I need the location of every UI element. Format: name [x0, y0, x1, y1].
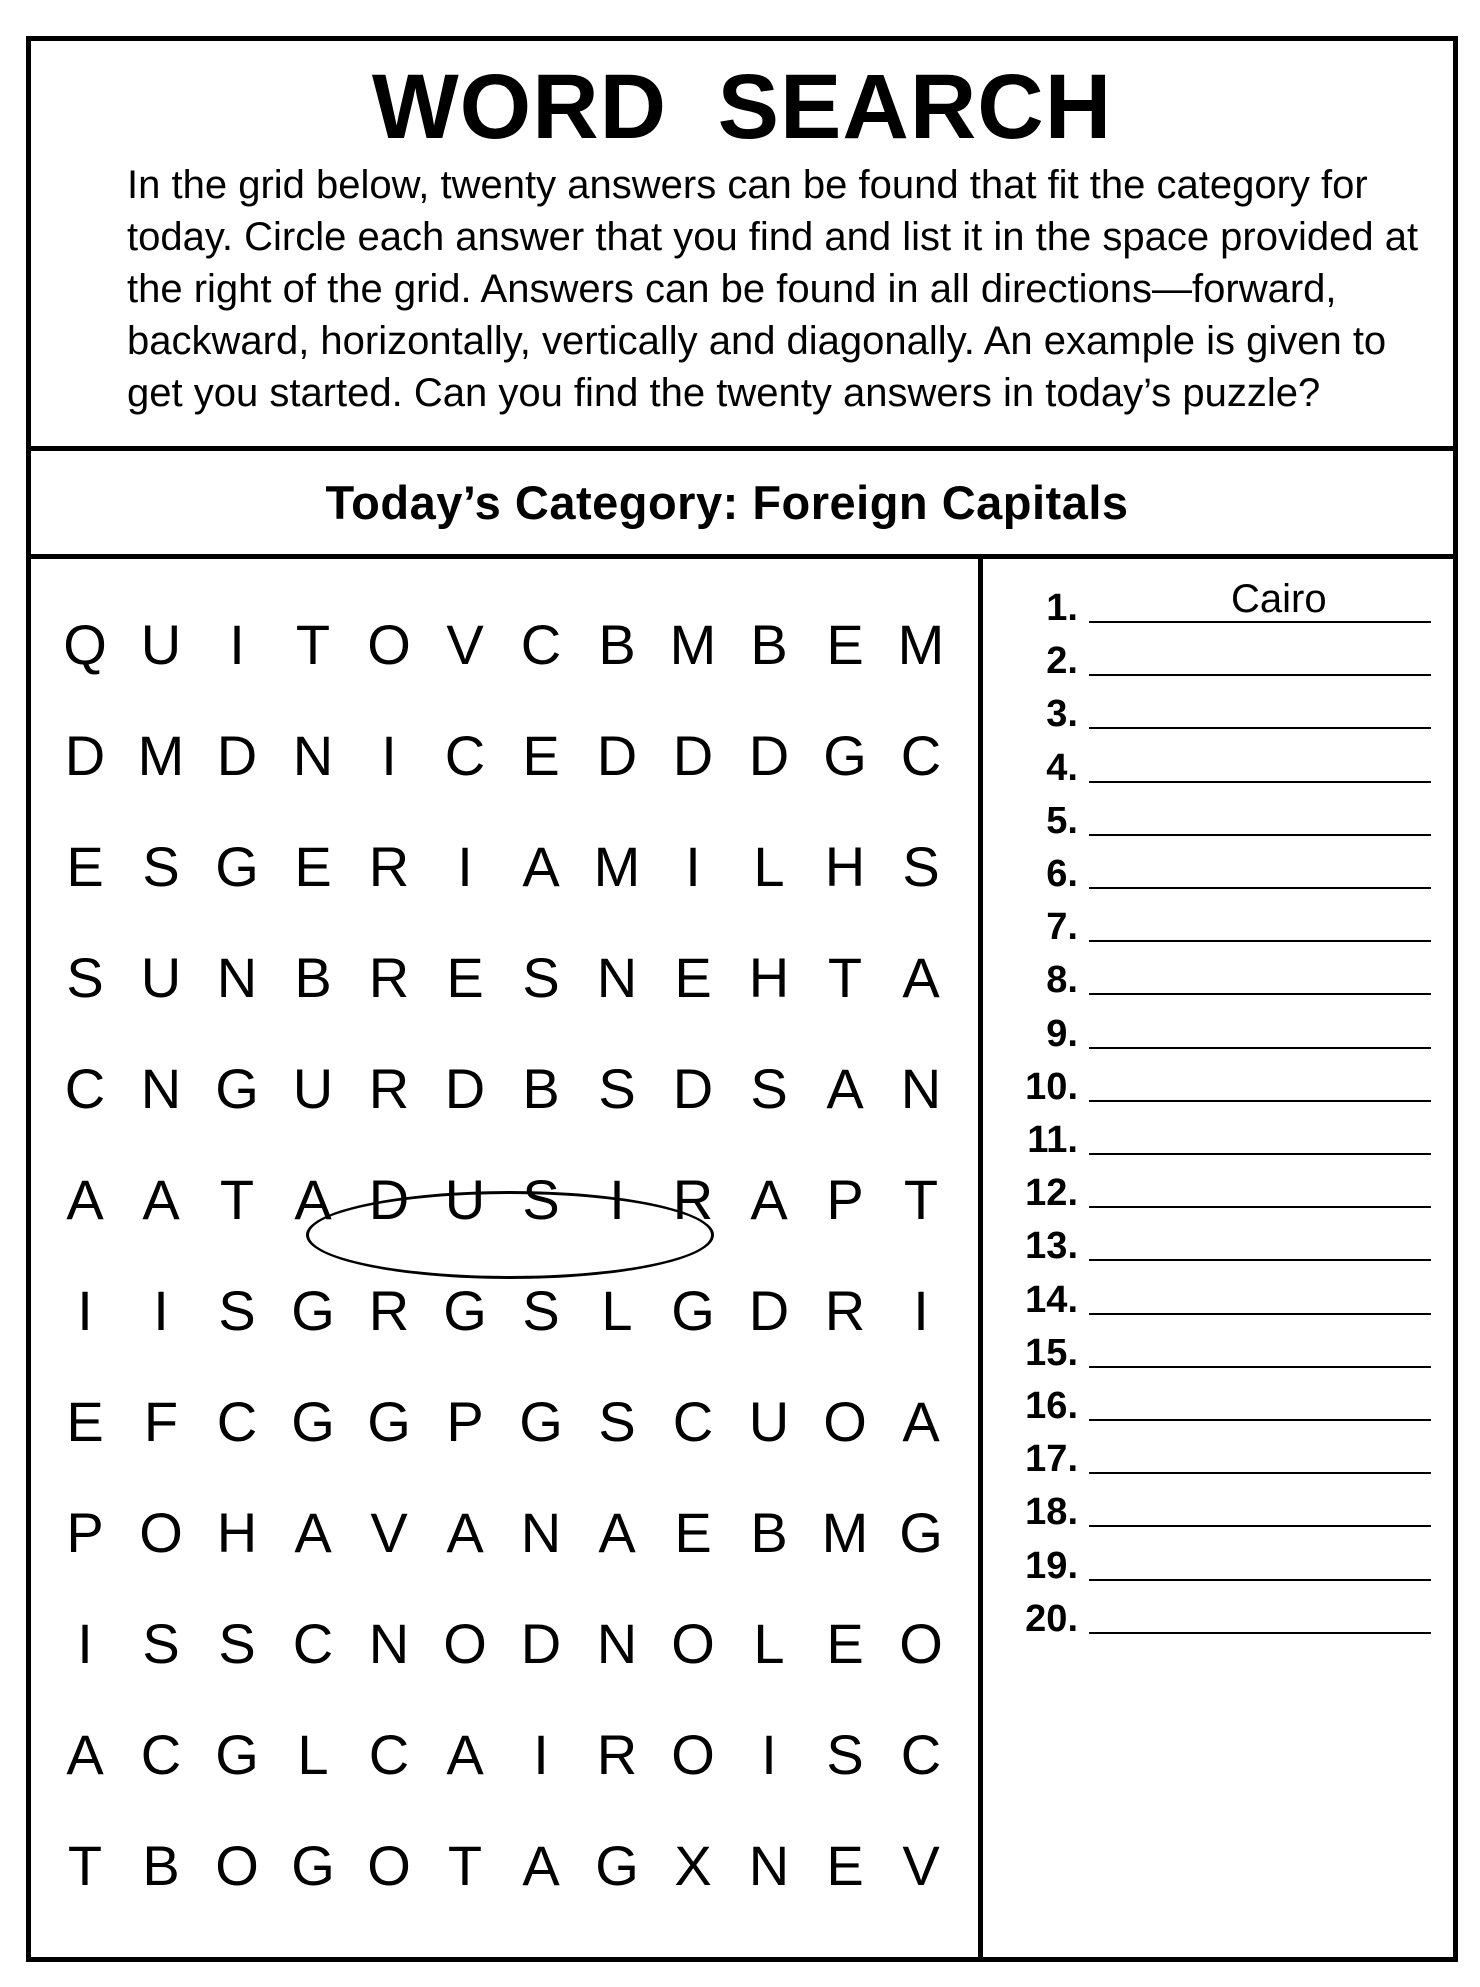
answer-number: 16.	[1025, 1385, 1078, 1427]
grid-letter[interactable]: S	[598, 1389, 636, 1453]
grid-letter[interactable]: A	[446, 1722, 484, 1786]
grid-letter[interactable]: I	[685, 834, 701, 898]
grid-letter[interactable]: E	[446, 945, 484, 1009]
answer-number: 4.	[1046, 746, 1078, 789]
grid-letter[interactable]: E	[66, 834, 104, 898]
grid-row	[47, 1477, 959, 1588]
grid-letter[interactable]: A	[294, 1500, 332, 1564]
grid-letter[interactable]: M	[137, 723, 185, 787]
grid-letter[interactable]: F	[143, 1389, 179, 1453]
grid-letter[interactable]: S	[66, 945, 104, 1009]
grid-letter[interactable]: A	[750, 1167, 788, 1231]
grid-letter[interactable]: I	[533, 1722, 549, 1786]
grid-letter[interactable]: M	[669, 612, 717, 676]
grid-letter[interactable]: C	[520, 612, 562, 676]
grid-letter[interactable]: N	[596, 1611, 638, 1675]
grid-letter[interactable]: G	[291, 1389, 335, 1453]
grid-row	[47, 1810, 959, 1921]
instructions-text: In the grid below, twenty answers can be found that fit the category for today. Circle each answer that you find and list it in the space provided at the right of the grid. Answers can be found in all directions—forward, backward, horizontally, vertically and diagonally. An example is given to get you started. Can you find the twenty answers in today’s puzzle?	[127, 163, 1419, 415]
answer-blank-field[interactable]	[1089, 579, 1431, 623]
grid-letter[interactable]: G	[899, 1500, 943, 1564]
answer-blank-field[interactable]	[1089, 739, 1431, 783]
grid-letter[interactable]: C	[216, 1389, 258, 1453]
grid-letter[interactable]: B	[142, 1833, 180, 1897]
grid-letter[interactable]: S	[598, 1056, 636, 1120]
grid-letter[interactable]: T	[447, 1833, 483, 1897]
grid-letter[interactable]: E	[294, 834, 332, 898]
grid-letter[interactable]: O	[443, 1611, 487, 1675]
grid-letter[interactable]: P	[446, 1389, 484, 1453]
grid-letter[interactable]: D	[64, 723, 106, 787]
grid-letter[interactable]: O	[899, 1611, 943, 1675]
grid-letter[interactable]: D	[748, 1278, 790, 1342]
grid-letter[interactable]: G	[291, 1278, 335, 1342]
grid-letter[interactable]: B	[294, 945, 332, 1009]
grid-letter[interactable]: G	[519, 1389, 563, 1453]
grid-letter[interactable]: C	[900, 723, 942, 787]
grid-letter[interactable]: B	[522, 1056, 560, 1120]
grid-letter[interactable]: R	[596, 1722, 638, 1786]
answer-blank-field[interactable]	[1089, 1324, 1431, 1368]
answer-number: 5.	[1046, 799, 1078, 842]
answer-blank-field[interactable]	[1089, 632, 1431, 676]
category-banner	[31, 451, 1453, 559]
answer-blank-field[interactable]	[1089, 845, 1431, 889]
grid-row	[47, 811, 959, 922]
grid-letter[interactable]: O	[671, 1611, 715, 1675]
grid-letter[interactable]: C	[368, 1722, 410, 1786]
grid-row	[47, 1366, 959, 1477]
page-title: WORD SEARCH	[371, 56, 1113, 158]
grid-letter[interactable]: E	[522, 723, 560, 787]
grid-letter[interactable]: I	[229, 612, 245, 676]
answer-blank-field[interactable]	[1089, 898, 1431, 942]
grid-letter[interactable]: A	[142, 1167, 180, 1231]
grid-row	[47, 1588, 959, 1699]
answer-number: 14.	[1025, 1278, 1078, 1321]
grid-letter[interactable]: N	[368, 1611, 410, 1675]
grid-letter[interactable]: U	[140, 945, 182, 1009]
category-label: Today’s Category: Foreign Capitals	[325, 476, 1129, 529]
grid-letter[interactable]: A	[294, 1167, 332, 1231]
grid-letter[interactable]: D	[216, 723, 258, 787]
grid-letter[interactable]: M	[821, 1500, 869, 1564]
example-answer-circle	[306, 1191, 714, 1279]
grid-letter[interactable]: S	[902, 834, 940, 898]
grid-letter[interactable]: G	[291, 1833, 335, 1897]
grid-letter[interactable]: N	[520, 1500, 562, 1564]
grid-letter[interactable]: I	[609, 1167, 625, 1231]
header-section	[31, 41, 1453, 451]
answer-number: 17.	[1025, 1438, 1078, 1481]
answer-number: 6.	[1046, 853, 1078, 895]
answer-number: 12.	[1025, 1172, 1078, 1215]
grid-letter[interactable]: R	[824, 1278, 866, 1342]
grid-letter[interactable]: I	[153, 1278, 169, 1342]
grid-letter[interactable]: U	[140, 612, 182, 676]
grid-letter[interactable]: I	[761, 1722, 777, 1786]
grid-letter[interactable]: H	[824, 834, 866, 898]
grid-letter[interactable]: G	[443, 1278, 487, 1342]
grid-letter[interactable]: R	[368, 1278, 410, 1342]
grid-letter[interactable]: T	[295, 612, 331, 676]
grid-letter[interactable]: C	[900, 1722, 942, 1786]
grid-letter[interactable]: C	[64, 1056, 106, 1120]
grid-letter[interactable]: A	[522, 1833, 560, 1897]
grid-letter[interactable]: A	[446, 1500, 484, 1564]
grid-letter[interactable]: O	[823, 1389, 867, 1453]
grid-letter[interactable]: G	[671, 1278, 715, 1342]
grid-letter[interactable]: H	[748, 945, 790, 1009]
grid-letter[interactable]: I	[913, 1278, 929, 1342]
grid-letter[interactable]: D	[596, 723, 638, 787]
grid-letter[interactable]: D	[520, 1611, 562, 1675]
answer-blank-field[interactable]	[1089, 951, 1431, 995]
grid-letter[interactable]: C	[140, 1722, 182, 1786]
grid-letter[interactable]: E	[66, 1389, 104, 1453]
answer-blank-field[interactable]	[1089, 1430, 1431, 1474]
answer-number: 20.	[1025, 1597, 1078, 1640]
grid-letter[interactable]: D	[672, 1056, 714, 1120]
grid-letter[interactable]: V	[370, 1500, 408, 1564]
grid-letter[interactable]: S	[522, 1167, 560, 1231]
grid-row	[47, 922, 959, 1033]
grid-letter[interactable]: I	[77, 1611, 93, 1675]
grid-letter[interactable]: O	[139, 1500, 183, 1564]
grid-letter[interactable]: H	[216, 1500, 258, 1564]
grid-letter[interactable]: A	[66, 1167, 104, 1231]
grid-letter[interactable]: O	[367, 1833, 411, 1897]
grid-letter[interactable]: P	[826, 1167, 864, 1231]
grid-letter[interactable]: U	[444, 1167, 486, 1231]
grid-letter[interactable]: T	[903, 1167, 939, 1231]
answer-number: 2.	[1046, 640, 1078, 683]
answer-number: 18.	[1025, 1491, 1078, 1534]
grid-letter[interactable]: S	[522, 1278, 560, 1342]
grid-letter[interactable]: L	[297, 1722, 329, 1786]
grid-letter[interactable]: L	[601, 1278, 633, 1342]
grid-letter[interactable]: N	[748, 1833, 790, 1897]
answer-number: 9.	[1046, 1012, 1078, 1055]
answer-number: 10.	[1025, 1065, 1078, 1108]
grid-letter[interactable]: G	[823, 723, 867, 787]
grid-letter[interactable]: D	[672, 723, 714, 787]
answer-blank-field[interactable]	[1089, 1537, 1431, 1581]
grid-letter[interactable]: I	[457, 834, 473, 898]
answer-item	[983, 1590, 1458, 1657]
grid-letter[interactable]: C	[292, 1611, 334, 1675]
grid-letter[interactable]: G	[215, 1722, 259, 1786]
answer-blank-field[interactable]	[1089, 1111, 1431, 1155]
grid-letter[interactable]: U	[292, 1056, 334, 1120]
grid-letter[interactable]: S	[142, 1611, 180, 1675]
grid-letter[interactable]: I	[77, 1278, 93, 1342]
grid-letter[interactable]: C	[444, 723, 486, 787]
grid-letter[interactable]: C	[672, 1389, 714, 1453]
answer-blank-field[interactable]	[1089, 792, 1431, 836]
grid-letter[interactable]: S	[218, 1278, 256, 1342]
grid-letter[interactable]: D	[368, 1167, 410, 1231]
grid-letter[interactable]: R	[672, 1167, 714, 1231]
grid-letter[interactable]: L	[753, 1611, 785, 1675]
answer-blank-field[interactable]	[1089, 1217, 1431, 1261]
answer-number: 15.	[1025, 1331, 1078, 1374]
grid-letter[interactable]: A	[522, 834, 560, 898]
grid-letter[interactable]: D	[444, 1056, 486, 1120]
grid-letter[interactable]: P	[66, 1500, 104, 1564]
grid-row	[47, 700, 959, 811]
grid-letter[interactable]: B	[750, 1500, 788, 1564]
grid-letter[interactable]: I	[381, 723, 397, 787]
puzzle-frame	[26, 36, 1458, 1962]
grid-letter[interactable]: L	[753, 834, 785, 898]
grid-letter[interactable]: A	[902, 945, 940, 1009]
grid-row	[47, 589, 959, 700]
grid-row	[47, 1699, 959, 1810]
grid-letter[interactable]: V	[902, 1833, 940, 1897]
grid-letter[interactable]: G	[215, 834, 259, 898]
grid-letter[interactable]: S	[826, 1722, 864, 1786]
answer-number: 7.	[1046, 906, 1078, 949]
answer-blank-field[interactable]	[1089, 1005, 1431, 1049]
grid-letter[interactable]: X	[674, 1833, 712, 1897]
grid-letter[interactable]: E	[826, 1611, 864, 1675]
grid-letter[interactable]: O	[671, 1722, 715, 1786]
answer-blank-field[interactable]	[1089, 685, 1431, 729]
grid-letter[interactable]: U	[748, 1389, 790, 1453]
answer-number: 8.	[1046, 959, 1078, 1002]
grid-letter[interactable]: A	[598, 1500, 636, 1564]
grid-letter[interactable]: E	[826, 1833, 864, 1897]
grid-letter[interactable]: D	[748, 723, 790, 787]
grid-letter[interactable]: N	[292, 723, 334, 787]
answer-blank-field[interactable]	[1089, 1377, 1431, 1421]
grid-letter[interactable]: N	[596, 945, 638, 1009]
grid-letter[interactable]: T	[67, 1833, 103, 1897]
answer-blank-field[interactable]	[1089, 1058, 1431, 1102]
grid-letter[interactable]: R	[368, 834, 410, 898]
grid-letter[interactable]: E	[826, 612, 864, 676]
grid-letter[interactable]: N	[140, 1056, 182, 1120]
answer-blank-field[interactable]	[1089, 1271, 1431, 1315]
grid-letter[interactable]: M	[897, 612, 945, 676]
grid-letter[interactable]: E	[674, 1500, 712, 1564]
answer-blank-field[interactable]	[1089, 1483, 1431, 1527]
answer-list	[983, 559, 1458, 1957]
grid-letter[interactable]: A	[66, 1722, 104, 1786]
grid-letter[interactable]: S	[750, 1056, 788, 1120]
answer-blank-field[interactable]	[1089, 1590, 1431, 1634]
grid-letter[interactable]: T	[827, 945, 863, 1009]
grid-letter[interactable]: Q	[63, 612, 107, 676]
grid-letter[interactable]: R	[368, 1056, 410, 1120]
grid-letter[interactable]: A	[902, 1389, 940, 1453]
grid-letter[interactable]: A	[826, 1056, 864, 1120]
answer-value: Cairo	[1231, 577, 1327, 621]
grid-letter[interactable]: S	[522, 945, 560, 1009]
grid-row	[47, 1033, 959, 1144]
answer-number: 1.	[1046, 587, 1078, 629]
grid-letter[interactable]: R	[368, 945, 410, 1009]
grid-letter[interactable]: O	[367, 612, 411, 676]
answer-number: 11.	[1027, 1119, 1078, 1161]
grid-letter[interactable]: G	[595, 1833, 639, 1897]
grid-letter[interactable]: E	[674, 945, 712, 1009]
answer-number: 3.	[1046, 693, 1078, 736]
answer-number: 19.	[1025, 1544, 1078, 1587]
grid-letter[interactable]: V	[446, 612, 484, 676]
grid-letter[interactable]: S	[218, 1611, 256, 1675]
grid-letter[interactable]: M	[593, 834, 641, 898]
answer-blank-field[interactable]	[1089, 1164, 1431, 1208]
grid-letter[interactable]: N	[216, 945, 258, 1009]
grid-letter[interactable]: G	[215, 1056, 259, 1120]
grid-letter[interactable]: T	[219, 1167, 255, 1231]
grid-letter[interactable]: O	[215, 1833, 259, 1897]
grid-letter[interactable]: B	[598, 612, 636, 676]
grid-letter[interactable]: S	[142, 834, 180, 898]
grid-letter[interactable]: B	[750, 612, 788, 676]
answer-number: 13.	[1025, 1225, 1078, 1268]
grid-letter[interactable]: G	[367, 1389, 411, 1453]
grid-letter[interactable]: N	[900, 1056, 942, 1120]
